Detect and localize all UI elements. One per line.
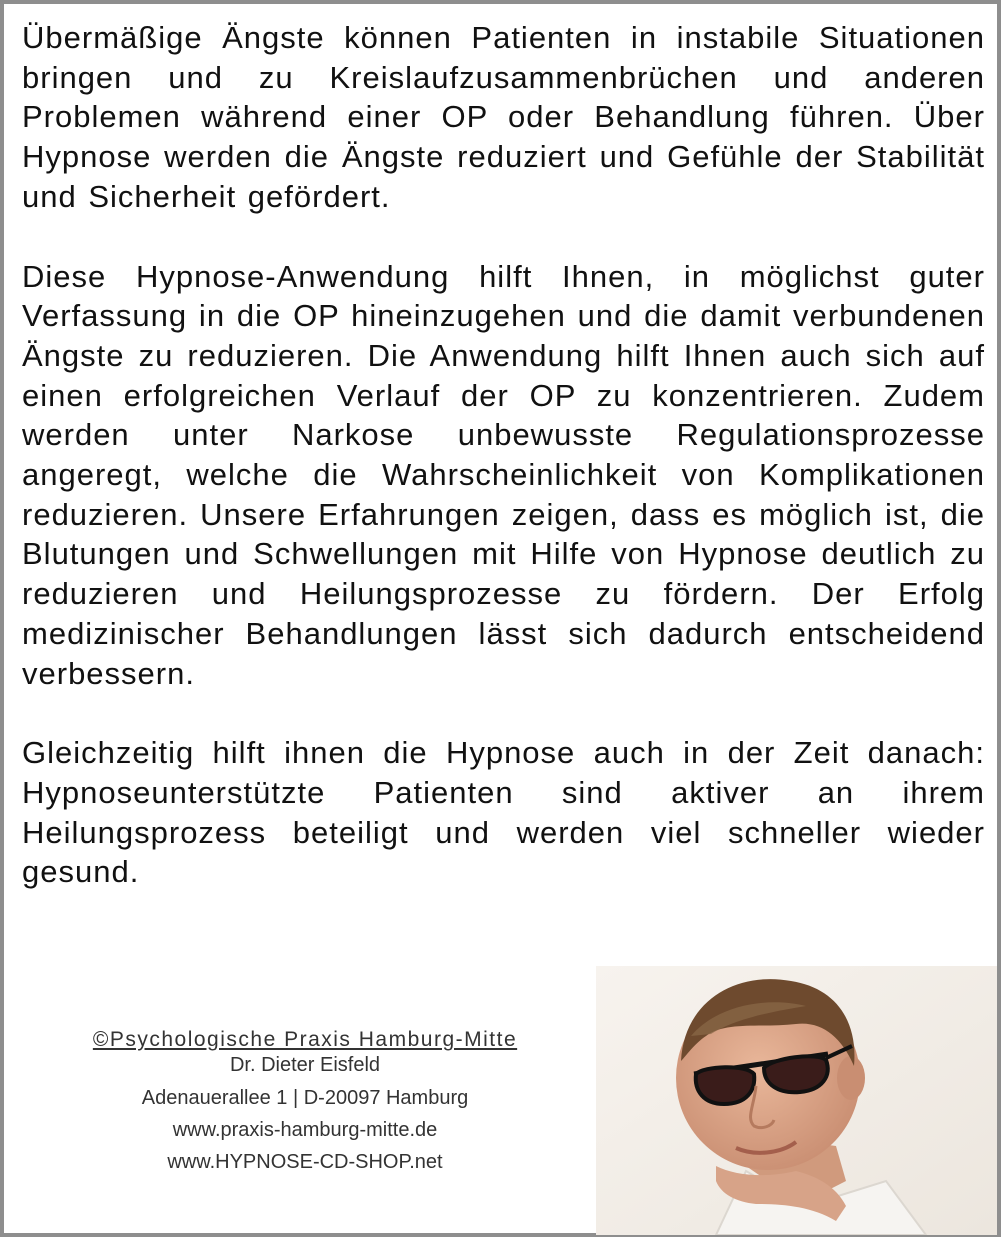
author-name: Dr. Dieter Eisfeld: [229, 1054, 381, 1076]
paragraph-intro: Übermäßige Ängste können Patienten in instabile Situationen bringen und zu Kreislaufzusammenbrüchen und anderen Problemen während einer OP oder Behandlung führen. Über Hypnose werden die Ängste reduziert und Gefühle der Stabilität und Sicherheit gefördert.: [22, 20, 985, 214]
shop-link[interactable]: www.HYPNOSE-CD-SHOP.net: [167, 1151, 443, 1173]
website-link[interactable]: www.praxis-hamburg-mitte.de: [172, 1119, 438, 1141]
contact-footer: [40, 1026, 570, 1178]
article-body: [22, 18, 985, 892]
paragraph-aftercare: Gleichzeitig hilft ihnen die Hypnose auch in der Zeit danach: Hypnoseunterstützte Patienten sind aktiver an ihrem Heilungsprozess beteiligt und werden viel schneller wieder gesund.: [22, 735, 985, 890]
copyright-line: ©Psychologische Praxis Hamburg-Mitte: [92, 1028, 518, 1051]
portrait-illustration: [596, 966, 997, 1235]
author-photo: [596, 966, 997, 1235]
paragraph-application: Diese Hypnose-Anwendung hilft Ihnen, in möglichst guter Verfassung in die OP hineinzugehen und die damit verbundenen Ängste zu reduzieren. Die Anwendung hilft Ihnen auch sich auf einen erfolgreichen Verlauf der OP zu konzentrieren. Zudem werden unter Narkose unbewusste Regulationsprozesse angeregt, welche die Wahrscheinlichkeit von Komplikationen reduzieren. Unsere Erfahrungen zeigen, dass es möglich ist, die Blutungen und Schwellungen mit Hilfe von Hypnose deutlich zu reduzieren und Heilungsprozesse zu fördern. Der Erfolg medizinischer Behandlungen lässt sich dadurch entscheidend verbessern.: [22, 258, 985, 691]
address-line: Adenauerallee 1 | D-20097 Hamburg: [141, 1087, 469, 1109]
